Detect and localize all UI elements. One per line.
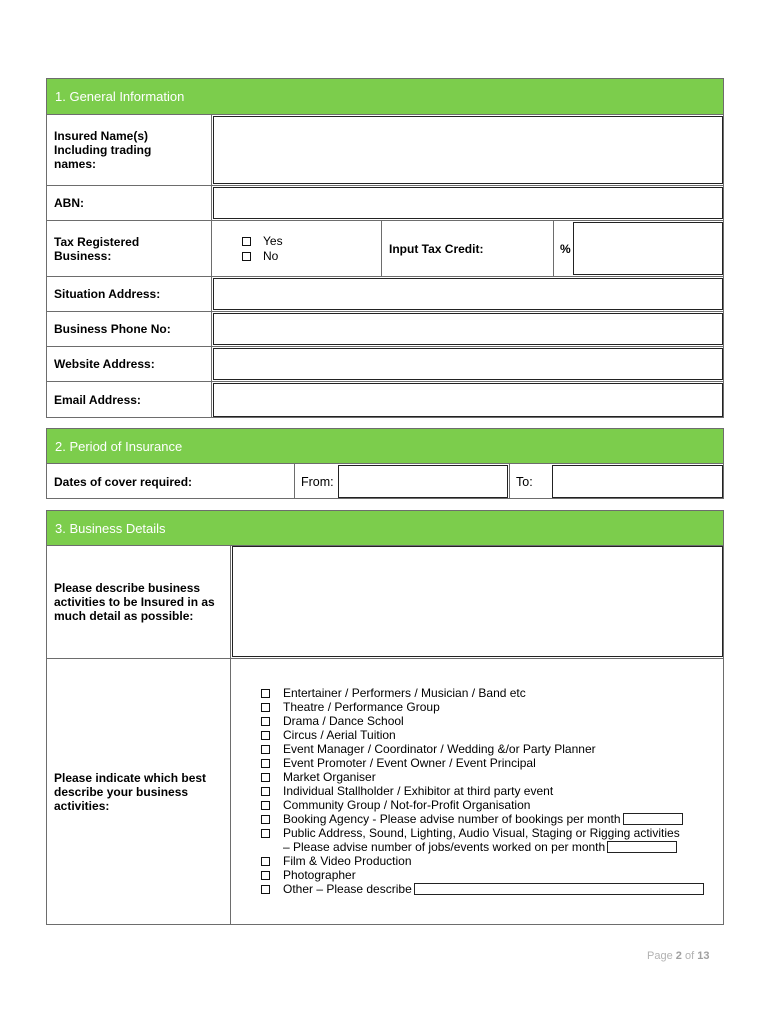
activity-checkbox[interactable] [261, 801, 270, 810]
percent-sign: % [560, 241, 571, 256]
website-address-input[interactable] [213, 348, 723, 380]
activity-checkbox[interactable] [261, 717, 270, 726]
activity-option-label: Circus / Aerial Tuition [283, 728, 396, 742]
dates-of-cover-label: Dates of cover required: [54, 474, 193, 489]
tax-yes-option[interactable] [242, 234, 283, 248]
activity-checkbox[interactable] [261, 857, 270, 866]
activity-option-continuation [261, 840, 721, 854]
jobs-per-month-input[interactable] [607, 841, 677, 853]
activity-checkbox[interactable] [261, 829, 270, 838]
general-information-heading: 1. General Information [46, 78, 724, 115]
divider [294, 464, 295, 499]
tax-registered-label: Tax Registered Business: [54, 234, 140, 263]
to-label: To: [516, 474, 533, 489]
activity-option[interactable] [261, 826, 721, 840]
activity-checkbox[interactable] [261, 885, 270, 894]
page-word: Page [647, 950, 673, 962]
divider [211, 115, 212, 418]
activity-option[interactable] [261, 686, 721, 700]
activity-option-label: Photographer [283, 868, 356, 882]
current-page: 2 [675, 950, 682, 962]
activity-option-label: Other – Please describe [283, 882, 412, 896]
activity-option[interactable] [261, 812, 721, 826]
insured-name-input[interactable] [213, 116, 723, 184]
period-of-insurance-heading: 2. Period of Insurance [46, 428, 724, 464]
activity-option-label: Film & Video Production [283, 854, 412, 868]
from-label: From: [301, 474, 334, 489]
activity-option-label: – Please advise number of jobs/events worked on per month [283, 840, 606, 854]
activity-option[interactable] [261, 742, 721, 756]
activity-option[interactable] [261, 784, 721, 798]
activity-option[interactable] [261, 798, 721, 812]
activity-option-label: Theatre / Performance Group [283, 700, 440, 714]
activity-option-label: Drama / Dance School [283, 714, 404, 728]
from-date-input[interactable] [338, 465, 508, 498]
activity-option-label: Public Address, Sound, Lighting, Audio Visual, Staging or Rigging activities [283, 826, 680, 840]
activity-checkbox[interactable] [261, 815, 270, 824]
activity-checkbox[interactable] [261, 787, 270, 796]
other-describe-input[interactable] [414, 883, 704, 895]
activity-option[interactable] [261, 770, 721, 784]
tax-no-checkbox[interactable] [242, 252, 251, 261]
tax-yes-checkbox[interactable] [242, 237, 251, 246]
activity-option[interactable] [261, 728, 721, 742]
situation-address-input[interactable] [213, 278, 723, 310]
tax-yes-label: Yes [263, 234, 283, 248]
activity-option-label: Event Manager / Coordinator / Wedding &/or Party Planner [283, 742, 596, 756]
total-pages: 13 [697, 950, 710, 962]
activity-option-label: Market Organiser [283, 770, 376, 784]
activity-option-label: Individual Stallholder / Exhibitor at third party event [283, 784, 554, 798]
tax-no-label: No [263, 249, 279, 263]
business-phone-label: Business Phone No: [54, 322, 171, 336]
business-phone-input[interactable] [213, 313, 723, 345]
abn-input[interactable] [213, 187, 723, 219]
divider [509, 464, 510, 499]
describe-activities-input[interactable] [232, 546, 723, 657]
bookings-per-month-input[interactable] [623, 813, 683, 825]
activity-checkbox[interactable] [261, 731, 270, 740]
activity-option[interactable] [261, 868, 721, 882]
activity-checkbox[interactable] [261, 689, 270, 698]
situation-address-label: Situation Address: [54, 287, 161, 301]
activity-option-label: Community Group / Not-for-Profit Organisation [283, 798, 531, 812]
activity-option[interactable] [261, 756, 721, 770]
activity-option[interactable] [261, 882, 721, 896]
to-date-input[interactable] [552, 465, 723, 498]
activity-checkbox[interactable] [261, 773, 270, 782]
email-address-label: Email Address: [54, 393, 141, 407]
business-details-heading: 3. Business Details [46, 510, 724, 546]
activity-option-label: Entertainer / Performers / Musician / Band etc [283, 686, 526, 700]
divider [230, 546, 231, 925]
page-number [647, 950, 709, 962]
activity-option[interactable] [261, 700, 721, 714]
activity-checkbox[interactable] [261, 759, 270, 768]
activity-checkbox[interactable] [261, 871, 270, 880]
website-address-label: Website Address: [54, 357, 155, 371]
activity-option[interactable] [261, 714, 721, 728]
indicate-activities-label: Please indicate which best describe your business activities: [54, 771, 207, 813]
describe-activities-label: Please describe business activities to be Insured in as much detail as possible: [54, 581, 215, 623]
input-tax-credit-label: Input Tax Credit: [389, 241, 484, 256]
tax-no-option[interactable] [242, 249, 278, 263]
activity-checkbox[interactable] [261, 745, 270, 754]
insured-name-label: Insured Name(s) Including trading names: [54, 129, 152, 171]
abn-label: ABN: [54, 196, 84, 210]
input-tax-credit-input[interactable] [573, 222, 723, 275]
activity-option-label: Event Promoter / Event Owner / Event Principal [283, 756, 536, 770]
of-word: of [684, 950, 695, 962]
email-address-input[interactable] [213, 383, 723, 417]
activity-option[interactable] [261, 854, 721, 868]
activity-options-list [261, 686, 721, 896]
activity-checkbox[interactable] [261, 703, 270, 712]
activity-option-label: Booking Agency - Please advise number of bookings per month [283, 812, 621, 826]
